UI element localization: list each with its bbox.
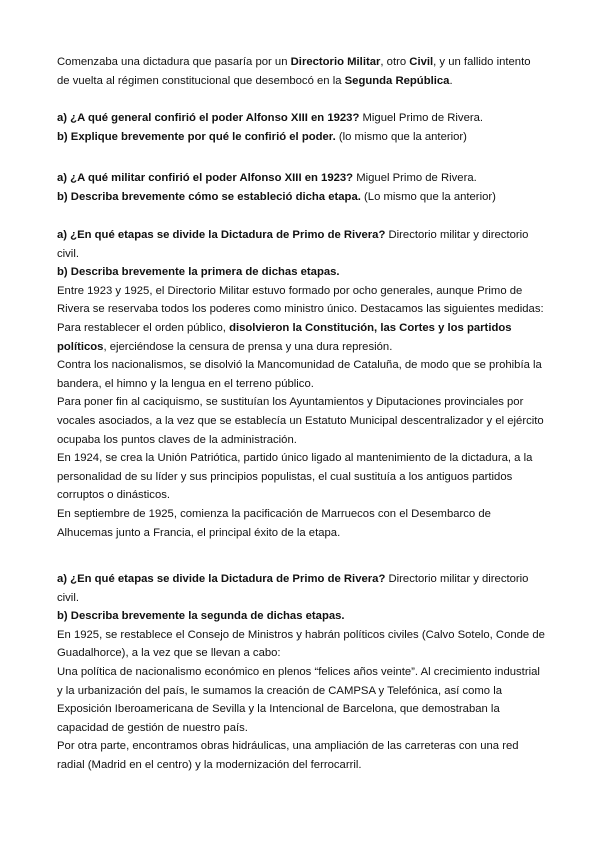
answer-paragraph: En septiembre de 1925, comienza la pacificación de Marruecos con el Desembarco de Alhucemas junto a Francia, el principal éxito de la etapa. (57, 507, 491, 539)
intro-text-4: . (449, 74, 453, 87)
answer-paragraph: Contra los nacionalismos, se disolvió la Mancomunidad de Cataluña, de modo que se prohibía la bandera, el himno y la lengua en el terreno público. (57, 359, 542, 390)
question-a-text: a) ¿En qué etapas se divide la Dictadura de Primo de Rivera? (57, 573, 386, 585)
question-b-text: b) Explique brevemente por qué le confirió el poder. (57, 130, 336, 143)
intro-bold-3: Segunda República (344, 74, 450, 87)
question-b-text: b) Describa brevemente la primera de dichas etapas. (57, 266, 340, 279)
answer-paragraph: Entre 1923 y 1925, el Directorio Militar estuvo formado por ocho generales, aunque Primo de Rivera se reservaba todos los poderes como ministro único. Destacamos las siguientes medidas: (57, 284, 544, 316)
answer-bold-text: disolvieron la Constitución, las Cortes y los partidos políticos (57, 321, 512, 353)
answer-paragraph: En 1925, se restablece el Consejo de Ministros y habrán políticos civiles (Calvo Sotelo, Conde de Guadalhorce), a la vez que se llevan a cabo: (57, 628, 545, 660)
question-b-text: b) Describa brevemente cómo se estableció dicha etapa. (57, 190, 361, 203)
answer-text: , ejerciéndose la censura de prensa y una dura represión. (103, 340, 393, 353)
question-b (57, 263, 545, 282)
question-b (57, 188, 545, 207)
intro-text-2: , otro (380, 56, 410, 68)
question-a-text: a) ¿En qué etapas se divide la Dictadura de Primo de Rivera? (57, 229, 386, 241)
question-a-text: a) ¿A qué militar confirió el poder Alfonso XIII en 1923? (57, 172, 354, 184)
question-b (57, 607, 545, 626)
answer-a-text: Directorio militar y directorio civil. (57, 229, 529, 260)
intro-text (57, 53, 545, 90)
section-3 (57, 226, 545, 542)
intro-text-3: , y un fallido intento de vuelta al régimen constitucional que desembocó en la (57, 56, 531, 87)
intro-paragraph (57, 53, 545, 90)
intro-text-1: Comenzaba una dictadura que pasaría por un (57, 56, 291, 68)
answer-a-text: Miguel Primo de Rivera. (353, 172, 477, 184)
section-4 (57, 570, 545, 775)
answer-text: Para restablecer el orden público, (57, 321, 230, 334)
question-a-text: a) ¿A qué general confirió el poder Alfonso XIII en 1923? (57, 112, 360, 124)
question-a (57, 226, 545, 263)
answer-b-text: (Lo mismo que la anterior) (360, 190, 496, 203)
section-2 (57, 169, 545, 206)
question-a (57, 169, 545, 188)
answer-paragraph: Para poner fin al caciquismo, se sustituían los Ayuntamientos y Diputaciones provinciales por vocales asociados, a la vez que se establecía un Estatuto Municipal descentralizador y el ejército ocupaba los puntos claves de la administración. (57, 396, 544, 446)
answer-paragraph: En 1924, se crea la Unión Patriótica, partido único ligado al mantenimiento de la dictadura, a la personalidad de su líder y sus principios populistas, el cual sustituía a los antiguos partidos corruptos o dinásticos. (57, 452, 533, 502)
intro-bold-2: Civil (409, 56, 434, 68)
answer-paragraph: Una política de nacionalismo económico en plenos “felices años veinte”. Al crecimiento industrial y la urbanización del país, le sumamos la creación de CAMPSA y Telefónica, así como la Exposición Iberoamericana de Sevilla y la Intencional de Barcelona, que demostraban la capacidad de gestión de nuestro país. (57, 665, 540, 734)
answer-b-text: (lo mismo que la anterior) (335, 130, 467, 143)
answer-a-text: Directorio militar y directorio civil. (57, 573, 529, 604)
intro-bold-1: Directorio Militar (290, 56, 381, 68)
question-a (57, 570, 545, 607)
question-a (57, 109, 545, 128)
section-1 (57, 109, 545, 146)
question-b (57, 128, 545, 147)
answer-paragraph: Por otra parte, encontramos obras hidráulicas, una ampliación de las carreteras con una red radial (Madrid en el centro) y la modernización del ferrocarril. (57, 740, 519, 771)
answer-a-text: Miguel Primo de Rivera. (359, 112, 484, 124)
answer-paragraph (57, 319, 545, 356)
question-b-text: b) Describa brevemente la segunda de dichas etapas. (57, 610, 345, 623)
